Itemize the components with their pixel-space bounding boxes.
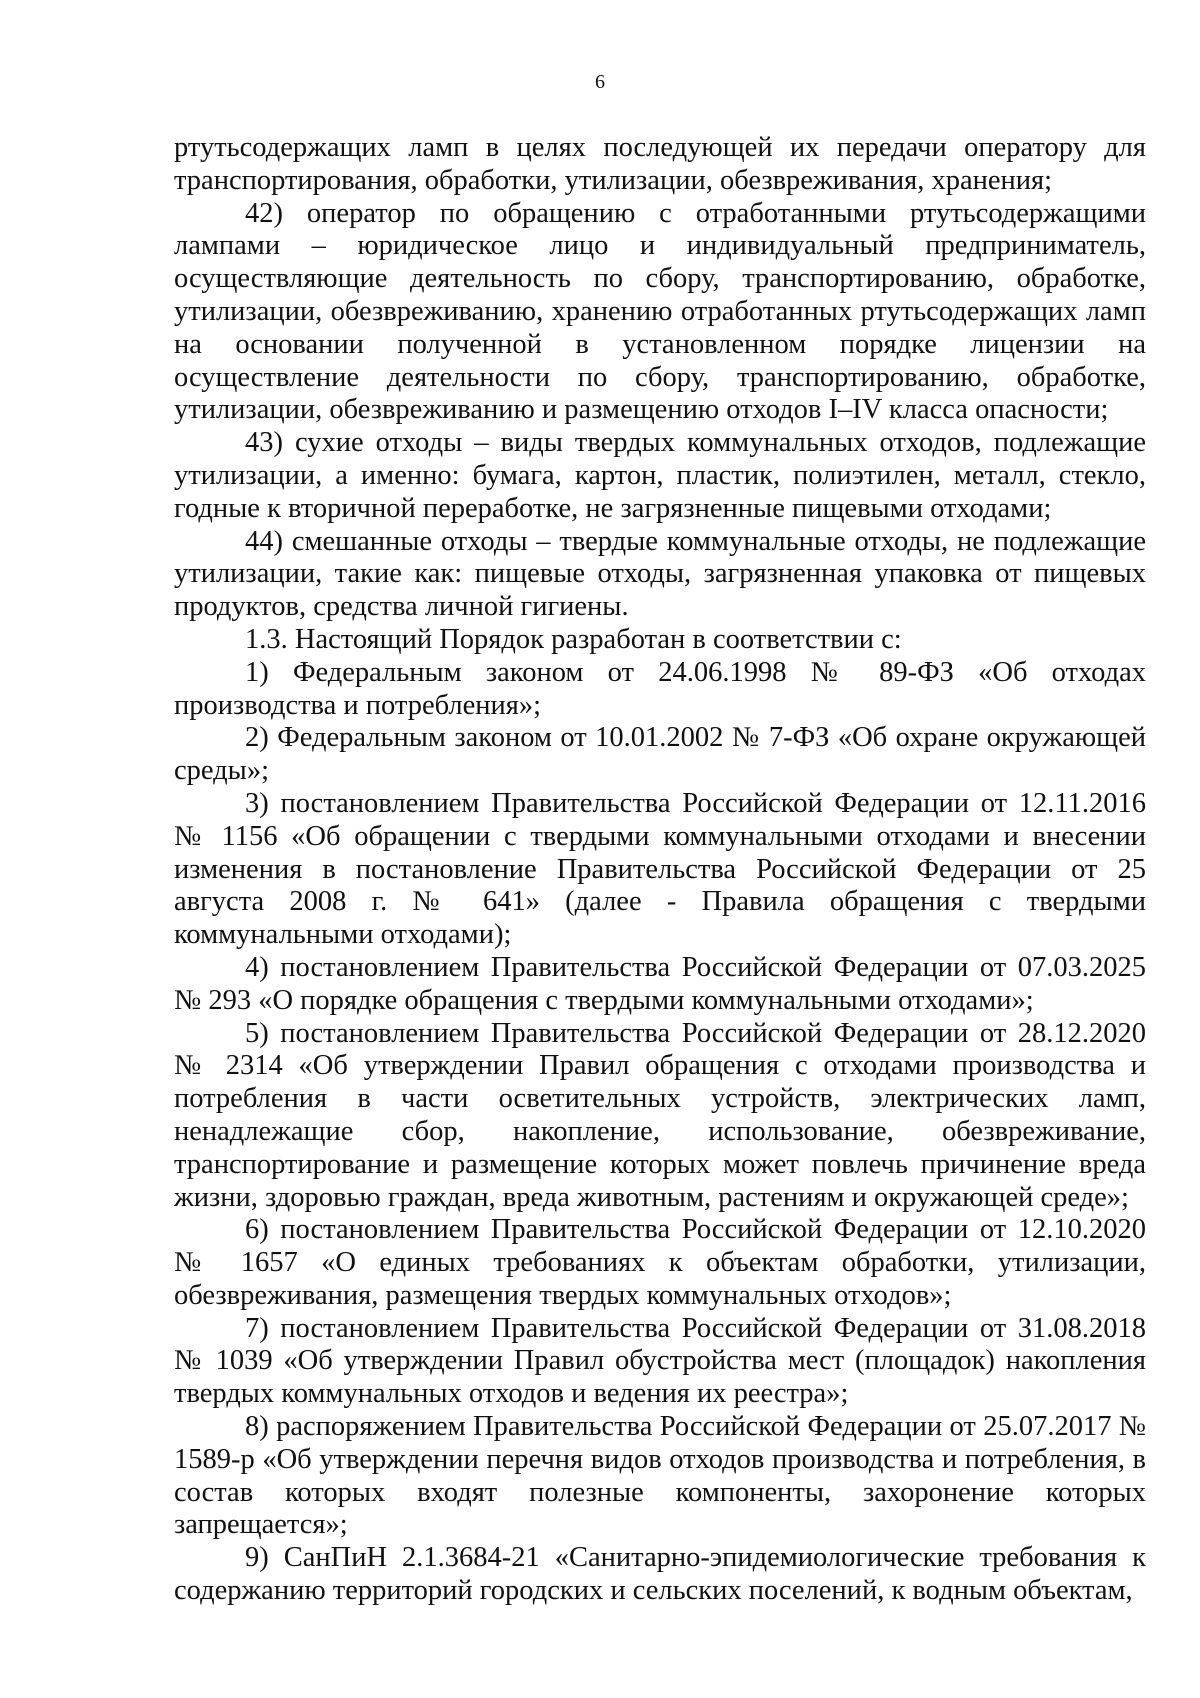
paragraph-source-7: 7) постановлением Правительства Российской Федерации от 31.08.2018 № 1039 «Об утверждении Правил обустройства мест (площадок) накопления твердых коммунальных отходов и ведения их реестра»; bbox=[174, 1312, 1146, 1410]
paragraph-source-4: 4) постановлением Правительства Российской Федерации от 07.03.2025 № 293 «О порядке обращения с твердыми коммунальными отходами»; bbox=[174, 951, 1146, 1016]
paragraph-item-43: 43) сухие отходы – виды твердых коммунальных отходов, подлежащие утилизации, а именно: бумага, картон, пластик, полиэтилен, металл, стекло, годные к вторичной переработке, не загрязненные пищевыми отходами; bbox=[174, 427, 1146, 524]
paragraph-item-42: 42) оператор по обращению с отработанными ртутьсодержащими лампами – юридическое лицо и индивидуальный предприниматель, осуществляющие деятельность по сбору, транспортированию, обработке, утилизации, обезвреживанию, хранению отработанных ртутьсодержащих ламп на основании полученной в установленном порядке лицензии на осуществление деятельности по сбору, транспортированию, обработке, утилизации, обезвреживанию и размещению отходов I–IV класса опасности; bbox=[174, 197, 1146, 426]
document-body bbox=[174, 132, 1146, 1608]
paragraph-source-2: 2) Федеральным законом от 10.01.2002 № 7-ФЗ «Об охране окружающей среды»; bbox=[174, 722, 1146, 787]
paragraph-section-1-3: 1.3. Настоящий Порядок разработан в соответствии с: bbox=[245, 623, 902, 655]
paragraph-source-9: 9) СанПиН 2.1.3684-21 «Санитарно-эпидемиологические требования к содержанию территорий городских и сельских поселений, к водным объектам, bbox=[174, 1542, 1146, 1607]
paragraph-source-6: 6) постановлением Правительства Российской Федерации от 12.10.2020 № 1657 «О единых требованиях к объектам обработки, утилизации, обезвреживания, размещения твердых коммунальных отходов»; bbox=[174, 1214, 1146, 1311]
paragraph-source-5: 5) постановлением Правительства Российской Федерации от 28.12.2020 № 2314 «Об утверждении Правил обращения с отходами производства и потребления в части осветительных устройств, электрических ламп, ненадлежащие сбор, накопление, использование, обезвреживание, транспортирование и размещение которых может повлечь причинение вреда жизни, здоровью граждан, вреда животным, растениям и окружающей среде»; bbox=[174, 1017, 1146, 1213]
paragraph-source-3: 3) постановлением Правительства Российской Федерации от 12.11.2016 № 1156 «Об обращении с твердыми коммунальными отходами и внесении изменения в постановление Правительства Российской Федерации от 25 августа 2008 г. № 641» (далее - Правила обращения с твердыми коммунальными отходами); bbox=[174, 787, 1146, 951]
page-number: 6 bbox=[595, 71, 605, 93]
paragraph-source-1: 1) Федеральным законом от 24.06.1998 № 89-ФЗ «Об отходах производства и потребления»; bbox=[174, 656, 1146, 721]
paragraph-item-44: 44) смешанные отходы – твердые коммунальные отходы, не подлежащие утилизации, такие как: пищевые отходы, загрязненная упаковка от пищевых продуктов, средства личной гигиены. bbox=[174, 525, 1146, 623]
paragraph-source-8: 8) распоряжением Правительства Российской Федерации от 25.07.2017 № 1589-р «Об утверждении перечня видов отходов производства и потребления, в состав которых входят полезные компоненты, захоронение которых запрещается»; bbox=[174, 1411, 1146, 1541]
paragraph-continuation: ртутьсодержащих ламп в целях последующей их передачи оператору для транспортирования, обработки, утилизации, обезвреживания, хранения; bbox=[174, 132, 1146, 196]
